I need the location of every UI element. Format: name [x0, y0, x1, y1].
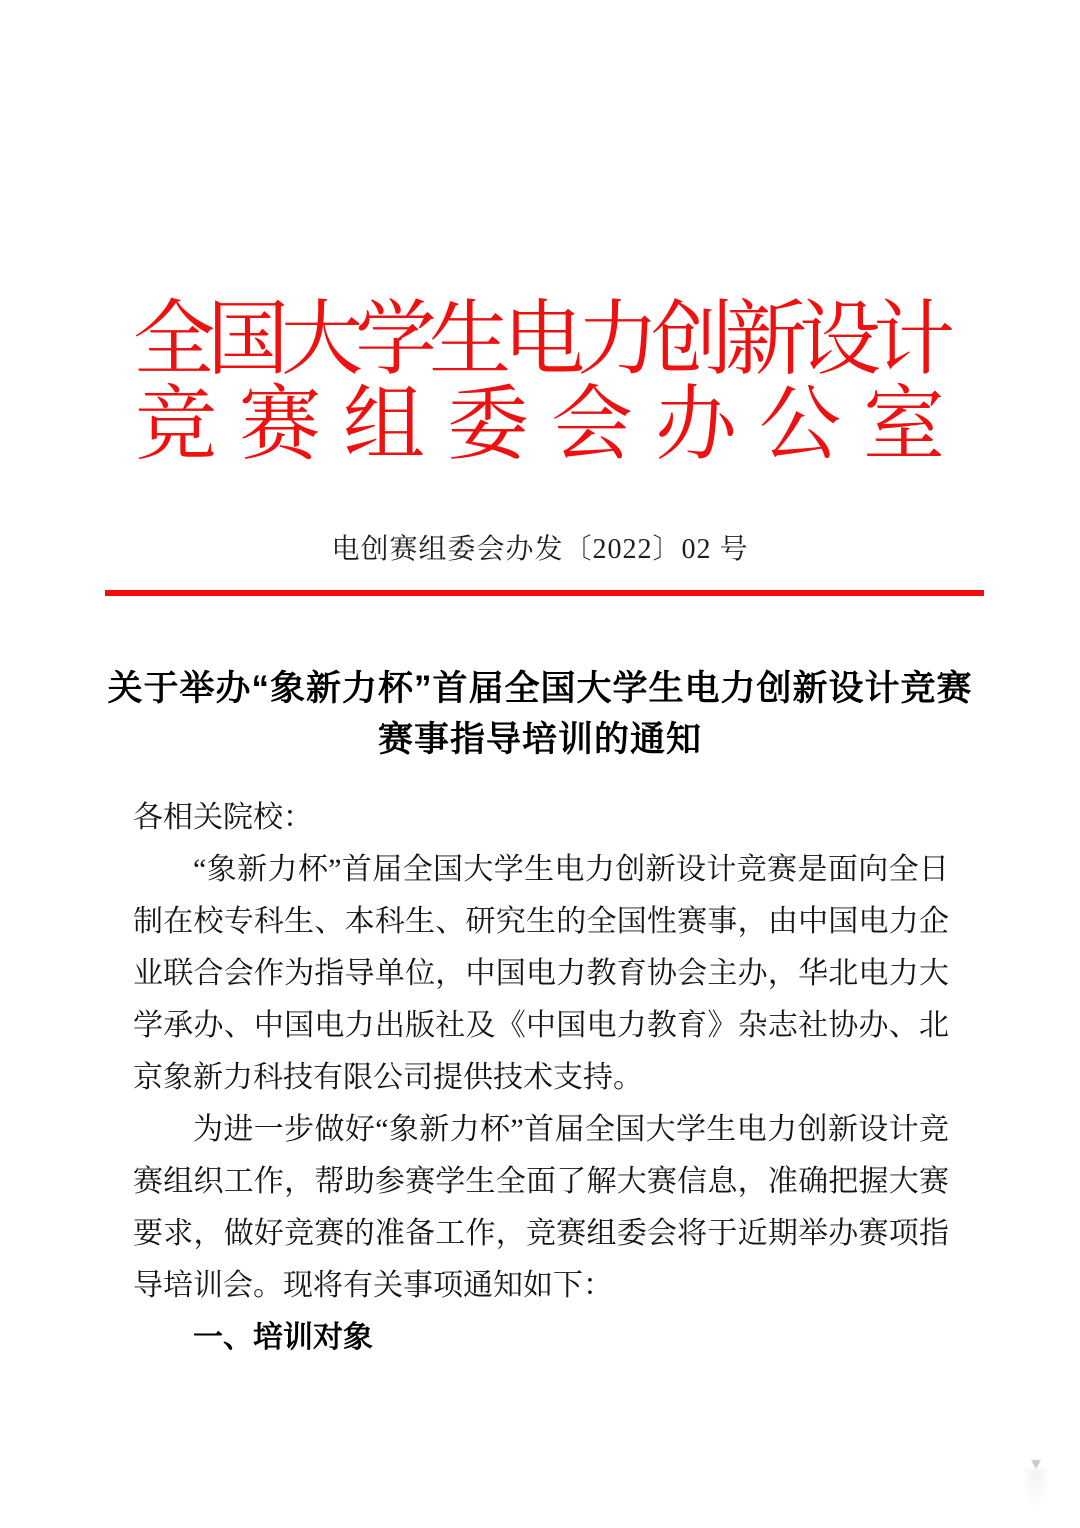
paragraph-2: 为进一步做好“象新力杯”首届全国大学生电力创新设计竞赛组织工作，帮助参赛学生全面了解大赛信息，准确把握大赛要求，做好竞赛的准备工作，竞赛组委会将于近期举办赛项指导培训会。现将有关事项通知如下：	[133, 1113, 949, 1302]
red-divider-line	[105, 590, 984, 596]
page-corner-artifact	[1031, 1460, 1041, 1469]
salutation: 各相关院校：	[133, 801, 313, 834]
document-number: 电创赛组委会办发〔2022〕02 号	[331, 534, 749, 565]
notice-title-line1: 关于举办“象新力杯”首届全国大学生电力创新设计竞赛	[107, 669, 973, 708]
letterhead-line2: 竞赛组委会办公室	[134, 379, 967, 470]
letterhead	[0, 294, 1080, 470]
notice-title-line2: 赛事指导培训的通知	[377, 720, 702, 759]
paragraph-1: “象新力杯”首届全国大学生电力创新设计竞赛是面向全日制在校专科生、本科生、研究生的全国性赛事，由中国电力企业联合会作为指导单位，中国电力教育协会主办，华北电力大学承办、中国电力出版社及《中国电力教育》杂志社协办、北京象新力科技有限公司提供技术支持。	[133, 853, 949, 1094]
section-heading-training-targets: 一、培训对象	[193, 1321, 373, 1354]
notice-body	[133, 792, 949, 1364]
notice-title	[0, 663, 1080, 765]
letterhead-line1: 全国大学生电力创新设计	[132, 294, 947, 385]
